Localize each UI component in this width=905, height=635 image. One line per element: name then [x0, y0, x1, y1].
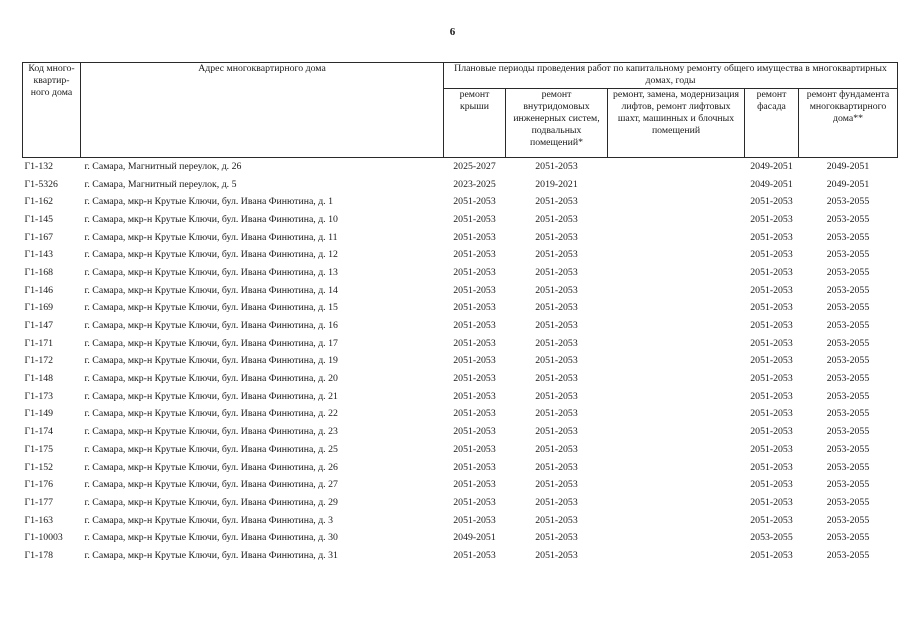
- cell-foundation: 2049-2051: [826, 178, 870, 190]
- cell-code: Г1-172: [24, 355, 54, 367]
- cell-code: Г1-177: [24, 496, 54, 508]
- header-roof: ремонт крыши: [444, 89, 506, 158]
- cell-address: г. Самара, мкр-н Крутые Ключи, бул. Ивана Финютина, д. 10: [84, 213, 338, 225]
- cell-code: Г1-173: [24, 390, 54, 402]
- cell-engineering: 2051-2053: [535, 549, 578, 561]
- cell-facade: 2051-2053: [750, 284, 793, 296]
- cell-elevators: [608, 388, 745, 406]
- cell-elevators: [608, 229, 745, 247]
- cell-roof: 2051-2053: [453, 373, 496, 385]
- cell-foundation: 2053-2055: [826, 213, 870, 225]
- table-row: [23, 353, 898, 371]
- cell-elevators: [608, 335, 745, 353]
- table-header: [23, 63, 898, 158]
- cell-foundation: 2053-2055: [826, 355, 870, 367]
- page-number: 6: [449, 26, 456, 38]
- header-address: Адрес многоквартирного дома: [81, 63, 444, 158]
- table-row: [23, 246, 898, 264]
- cell-address: г. Самара, мкр-н Крутые Ключи, бул. Ивана Финютина, д. 23: [84, 426, 338, 438]
- cell-address: г. Самара, мкр-н Крутые Ключи, бул. Ивана Финютина, д. 20: [84, 373, 338, 385]
- cell-code: Г1-149: [24, 408, 54, 420]
- cell-elevators: [608, 353, 745, 371]
- cell-facade: 2051-2053: [750, 496, 793, 508]
- cell-elevators: [608, 317, 745, 335]
- cell-facade: 2051-2053: [750, 479, 793, 491]
- table-row: [23, 211, 898, 229]
- cell-foundation: 2053-2055: [826, 443, 870, 455]
- cell-roof: 2051-2053: [453, 266, 496, 278]
- capital-repair-table: [22, 62, 898, 565]
- cell-address: г. Самара, мкр-н Крутые Ключи, бул. Ивана Финютина, д. 11: [84, 231, 338, 243]
- table-row: [23, 370, 898, 388]
- cell-address: г. Самара, мкр-н Крутые Ключи, бул. Ивана Финютина, д. 31: [84, 549, 338, 561]
- cell-facade: 2051-2053: [750, 302, 793, 314]
- cell-address: г. Самара, мкр-н Крутые Ключи, бул. Ивана Финютина, д. 16: [84, 320, 338, 332]
- cell-roof: 2051-2053: [453, 443, 496, 455]
- cell-elevators: [608, 512, 745, 530]
- table-row: [23, 229, 898, 247]
- cell-address: г. Самара, мкр-н Крутые Ключи, бул. Ивана Финютина, д. 1: [84, 196, 333, 208]
- table-row: [23, 529, 898, 547]
- cell-elevators: [608, 547, 745, 565]
- cell-foundation: 2053-2055: [826, 461, 870, 473]
- cell-code: Г1-163: [24, 514, 54, 526]
- cell-elevators: [608, 193, 745, 211]
- cell-address: г. Самара, мкр-н Крутые Ключи, бул. Ивана Финютина, д. 26: [84, 461, 338, 473]
- cell-code: Г1-167: [24, 231, 54, 243]
- cell-foundation: 2053-2055: [826, 532, 870, 544]
- cell-foundation: 2053-2055: [826, 426, 870, 438]
- cell-engineering: 2051-2053: [535, 266, 578, 278]
- table-row: [23, 512, 898, 530]
- cell-foundation: 2053-2055: [826, 496, 870, 508]
- table-row: [23, 282, 898, 300]
- cell-code: Г1-132: [24, 160, 54, 172]
- cell-elevators: [608, 529, 745, 547]
- cell-elevators: [608, 158, 745, 176]
- cell-foundation: 2053-2055: [826, 266, 870, 278]
- table-row: [23, 158, 898, 176]
- table-body: [23, 158, 898, 565]
- cell-roof: 2051-2053: [453, 390, 496, 402]
- table-row: [23, 547, 898, 565]
- cell-address: г. Самара, мкр-н Крутые Ключи, бул. Ивана Финютина, д. 14: [84, 284, 338, 296]
- header-periods: Плановые периоды проведения работ по капитальному ремонту общего имущества в многоквартирных домах, годы: [444, 63, 898, 89]
- cell-code: Г1-162: [24, 196, 54, 208]
- cell-code: Г1-152: [24, 461, 54, 473]
- cell-code: Г1-169: [24, 302, 54, 314]
- cell-engineering: 2051-2053: [535, 479, 578, 491]
- cell-facade: 2051-2053: [750, 461, 793, 473]
- cell-facade: 2051-2053: [750, 390, 793, 402]
- header-facade: ремонт фасада: [745, 89, 799, 158]
- cell-elevators: [608, 423, 745, 441]
- cell-facade: 2051-2053: [750, 355, 793, 367]
- cell-elevators: [608, 441, 745, 459]
- cell-code: Г1-174: [24, 426, 54, 438]
- cell-roof: 2051-2053: [453, 231, 496, 243]
- header-code: Код много-квартир-ного дома: [23, 63, 81, 158]
- cell-foundation: 2053-2055: [826, 337, 870, 349]
- cell-elevators: [608, 459, 745, 477]
- cell-engineering: 2019-2021: [535, 178, 578, 190]
- cell-foundation: 2053-2055: [826, 302, 870, 314]
- cell-engineering: 2051-2053: [535, 461, 578, 473]
- header-elevators: ремонт, замена, модернизация лифтов, ремонт лифтовых шахт, машинных и блочных помещений: [608, 89, 745, 158]
- cell-facade: 2051-2053: [750, 249, 793, 261]
- cell-roof: 2051-2053: [453, 284, 496, 296]
- table-row: [23, 406, 898, 424]
- cell-code: Г1-175: [24, 443, 54, 455]
- cell-roof: 2051-2053: [453, 355, 496, 367]
- table-row: [23, 459, 898, 477]
- cell-elevators: [608, 476, 745, 494]
- cell-code: Г1-147: [24, 320, 54, 332]
- cell-foundation: 2053-2055: [826, 390, 870, 402]
- cell-roof: 2051-2053: [453, 549, 496, 561]
- cell-address: г. Самара, мкр-н Крутые Ключи, бул. Ивана Финютина, д. 17: [84, 337, 338, 349]
- cell-address: г. Самара, мкр-н Крутые Ключи, бул. Ивана Финютина, д. 13: [84, 266, 338, 278]
- cell-roof: 2023-2025: [453, 178, 496, 190]
- table-row: [23, 335, 898, 353]
- cell-engineering: 2051-2053: [535, 302, 578, 314]
- cell-facade: 2051-2053: [750, 266, 793, 278]
- cell-engineering: 2051-2053: [535, 514, 578, 526]
- cell-facade: 2051-2053: [750, 443, 793, 455]
- cell-code: Г1-146: [24, 284, 54, 296]
- cell-elevators: [608, 176, 745, 194]
- cell-code: Г1-171: [24, 337, 54, 349]
- cell-roof: 2051-2053: [453, 320, 496, 332]
- cell-roof: 2051-2053: [453, 426, 496, 438]
- table-row: [23, 264, 898, 282]
- table-row: [23, 193, 898, 211]
- cell-code: Г1-143: [24, 249, 54, 261]
- cell-elevators: [608, 300, 745, 318]
- cell-roof: 2051-2053: [453, 496, 496, 508]
- cell-foundation: 2053-2055: [826, 196, 870, 208]
- cell-code: Г1-176: [24, 479, 54, 491]
- table-row: [23, 176, 898, 194]
- cell-engineering: 2051-2053: [535, 355, 578, 367]
- cell-code: Г1-5326: [24, 178, 58, 190]
- cell-address: г. Самара, мкр-н Крутые Ключи, бул. Ивана Финютина, д. 22: [84, 408, 338, 420]
- cell-roof: 2051-2053: [453, 461, 496, 473]
- cell-facade: 2051-2053: [750, 408, 793, 420]
- cell-address: г. Самара, мкр-н Крутые Ключи, бул. Ивана Финютина, д. 30: [84, 532, 338, 544]
- cell-engineering: 2051-2053: [535, 426, 578, 438]
- cell-foundation: 2049-2051: [826, 160, 870, 172]
- cell-foundation: 2053-2055: [826, 408, 870, 420]
- cell-engineering: 2051-2053: [535, 496, 578, 508]
- cell-code: Г1-148: [24, 373, 54, 385]
- cell-foundation: 2053-2055: [826, 284, 870, 296]
- cell-address: г. Самара, Магнитный переулок, д. 5: [84, 178, 237, 190]
- cell-address: г. Самара, мкр-н Крутые Ключи, бул. Ивана Финютина, д. 3: [84, 514, 333, 526]
- cell-roof: 2025-2027: [453, 160, 496, 172]
- cell-elevators: [608, 406, 745, 424]
- cell-elevators: [608, 494, 745, 512]
- cell-engineering: 2051-2053: [535, 160, 578, 172]
- cell-facade: 2051-2053: [750, 373, 793, 385]
- cell-facade: 2051-2053: [750, 426, 793, 438]
- cell-facade: 2051-2053: [750, 514, 793, 526]
- cell-address: г. Самара, мкр-н Крутые Ключи, бул. Ивана Финютина, д. 15: [84, 302, 338, 314]
- cell-facade: 2051-2053: [750, 320, 793, 332]
- cell-foundation: 2053-2055: [826, 249, 870, 261]
- cell-facade: 2049-2051: [750, 160, 793, 172]
- cell-engineering: 2051-2053: [535, 443, 578, 455]
- cell-elevators: [608, 246, 745, 264]
- cell-roof: 2049-2051: [453, 532, 496, 544]
- cell-elevators: [608, 264, 745, 282]
- table-row: [23, 423, 898, 441]
- cell-engineering: 2051-2053: [535, 213, 578, 225]
- cell-address: г. Самара, мкр-н Крутые Ключи, бул. Ивана Финютина, д. 25: [84, 443, 338, 455]
- cell-roof: 2051-2053: [453, 408, 496, 420]
- cell-facade: 2051-2053: [750, 231, 793, 243]
- cell-code: Г1-178: [24, 549, 54, 561]
- table-row: [23, 441, 898, 459]
- cell-address: г. Самара, мкр-н Крутые Ключи, бул. Ивана Финютина, д. 27: [84, 479, 338, 491]
- table-row: [23, 317, 898, 335]
- cell-engineering: 2051-2053: [535, 249, 578, 261]
- cell-elevators: [608, 370, 745, 388]
- cell-facade: 2051-2053: [750, 549, 793, 561]
- header-foundation: ремонт фундамента многоквартирного дома**: [799, 89, 898, 158]
- cell-foundation: 2053-2055: [826, 320, 870, 332]
- cell-facade: 2051-2053: [750, 213, 793, 225]
- cell-engineering: 2051-2053: [535, 196, 578, 208]
- cell-address: г. Самара, мкр-н Крутые Ключи, бул. Ивана Финютина, д. 29: [84, 496, 338, 508]
- cell-roof: 2051-2053: [453, 249, 496, 261]
- cell-foundation: 2053-2055: [826, 373, 870, 385]
- table-row: [23, 388, 898, 406]
- cell-roof: 2051-2053: [453, 213, 496, 225]
- cell-code: Г1-10003: [24, 532, 63, 544]
- cell-engineering: 2051-2053: [535, 390, 578, 402]
- cell-roof: 2051-2053: [453, 337, 496, 349]
- cell-address: г. Самара, мкр-н Крутые Ключи, бул. Ивана Финютина, д. 19: [84, 355, 338, 367]
- cell-foundation: 2053-2055: [826, 514, 870, 526]
- cell-engineering: 2051-2053: [535, 337, 578, 349]
- cell-engineering: 2051-2053: [535, 373, 578, 385]
- cell-address: г. Самара, мкр-н Крутые Ключи, бул. Ивана Финютина, д. 12: [84, 249, 338, 261]
- cell-foundation: 2053-2055: [826, 231, 870, 243]
- cell-engineering: 2051-2053: [535, 408, 578, 420]
- cell-roof: 2051-2053: [453, 302, 496, 314]
- cell-foundation: 2053-2055: [826, 479, 870, 491]
- table-row: [23, 476, 898, 494]
- header-engineering: ремонт внутридомовых инженерных систем, подвальных помещений*: [506, 89, 608, 158]
- cell-foundation: 2053-2055: [826, 549, 870, 561]
- cell-roof: 2051-2053: [453, 196, 496, 208]
- cell-roof: 2051-2053: [453, 514, 496, 526]
- cell-facade: 2053-2055: [750, 532, 793, 544]
- cell-address: г. Самара, мкр-н Крутые Ключи, бул. Ивана Финютина, д. 21: [84, 390, 338, 402]
- cell-code: Г1-145: [24, 213, 54, 225]
- table-row: [23, 300, 898, 318]
- cell-engineering: 2051-2053: [535, 284, 578, 296]
- cell-address: г. Самара, Магнитный переулок, д. 26: [84, 160, 242, 172]
- cell-elevators: [608, 211, 745, 229]
- cell-engineering: 2051-2053: [535, 320, 578, 332]
- cell-code: Г1-168: [24, 266, 54, 278]
- cell-engineering: 2051-2053: [535, 231, 578, 243]
- cell-facade: 2049-2051: [750, 178, 793, 190]
- cell-roof: 2051-2053: [453, 479, 496, 491]
- cell-engineering: 2051-2053: [535, 532, 578, 544]
- table-row: [23, 494, 898, 512]
- cell-facade: 2051-2053: [750, 337, 793, 349]
- cell-elevators: [608, 282, 745, 300]
- cell-facade: 2051-2053: [750, 196, 793, 208]
